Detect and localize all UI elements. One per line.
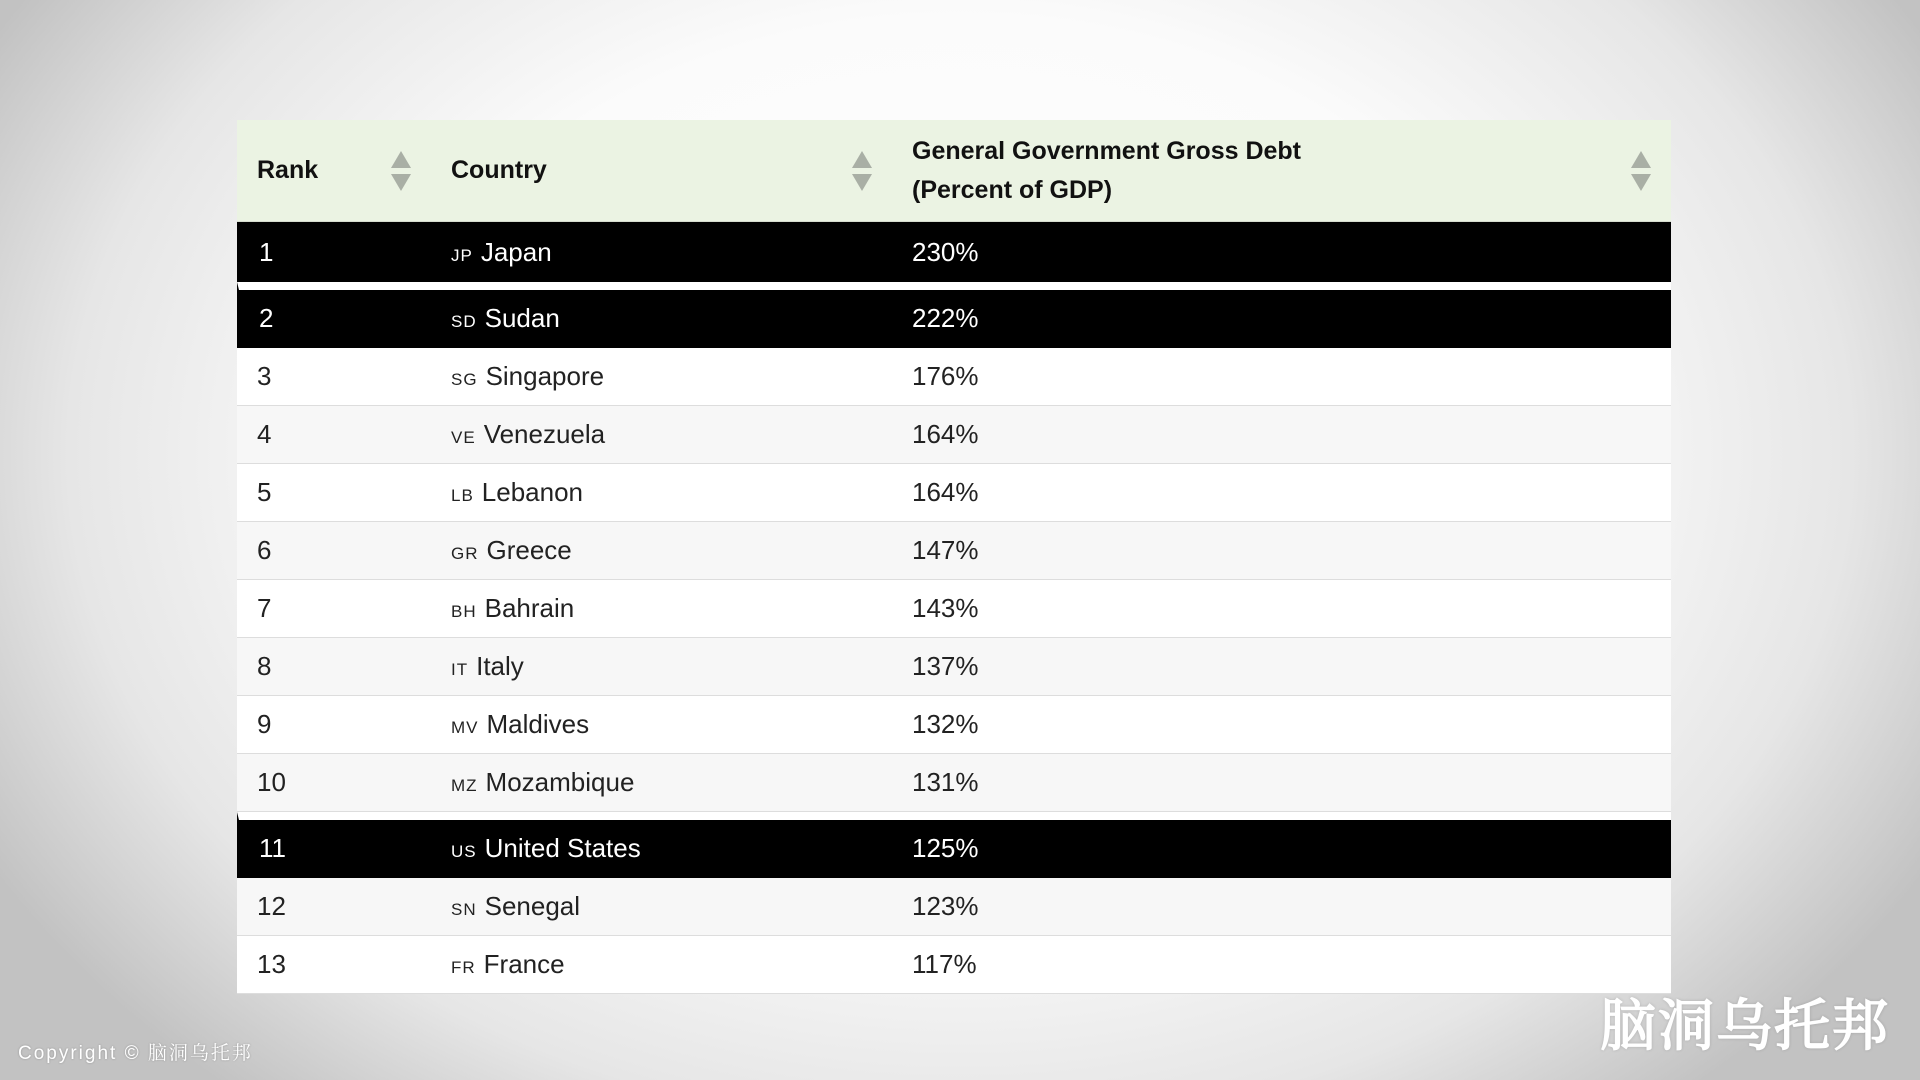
debt-value-cell: 176%	[892, 348, 1671, 406]
debt-header-label-line2: (Percent of GDP)	[912, 175, 1113, 204]
country-code-flag-icon: VE	[451, 428, 476, 447]
table-row	[237, 754, 1671, 812]
country-name: Venezuela	[483, 419, 606, 449]
column-header-rank[interactable]	[237, 120, 431, 222]
country-name: United States	[484, 833, 641, 863]
table-row	[237, 222, 1671, 282]
rank-cell: 4	[237, 406, 431, 464]
watermark-logo-text: 脑洞乌托邦	[1600, 994, 1890, 1057]
rank-cell: 6	[237, 522, 431, 580]
country-code-flag-icon: SN	[451, 900, 477, 919]
country-code-flag-icon: LB	[451, 486, 474, 505]
country-name: Sudan	[484, 303, 560, 333]
country-name: Lebanon	[481, 477, 584, 507]
country-cell	[431, 222, 892, 282]
country-name: France	[483, 949, 565, 979]
rank-cell: 5	[237, 464, 431, 522]
table-body	[237, 222, 1671, 994]
country-name: Greece	[486, 535, 572, 565]
debt-ranking-table-container	[237, 120, 1671, 994]
country-code-flag-icon: MZ	[451, 776, 478, 795]
country-name: Italy	[476, 651, 524, 681]
table-row	[237, 696, 1671, 754]
country-cell	[431, 406, 892, 464]
country-code-flag-icon: JP	[451, 246, 473, 265]
country-cell	[431, 878, 892, 936]
sort-arrows-icon[interactable]	[391, 151, 411, 191]
table-row	[237, 522, 1671, 580]
country-name: Singapore	[485, 361, 605, 391]
country-name: Bahrain	[484, 593, 575, 623]
table-row	[237, 936, 1671, 994]
debt-value-cell: 143%	[892, 580, 1671, 638]
country-code-flag-icon: FR	[451, 958, 476, 977]
table-header	[237, 120, 1671, 222]
rank-cell: 7	[237, 580, 431, 638]
rank-cell: 2	[237, 282, 431, 348]
debt-value-cell: 125%	[892, 812, 1671, 878]
country-cell	[431, 638, 892, 696]
country-name: Mozambique	[485, 767, 635, 797]
rank-cell: 12	[237, 878, 431, 936]
column-header-debt[interactable]	[892, 120, 1671, 222]
country-cell	[431, 282, 892, 348]
country-code-flag-icon: US	[451, 842, 477, 861]
country-code-flag-icon: SD	[451, 312, 477, 331]
debt-ranking-table	[237, 120, 1671, 994]
header-row	[237, 120, 1671, 222]
debt-value-cell: 230%	[892, 222, 1671, 282]
country-code-flag-icon: SG	[451, 370, 478, 389]
country-name: Maldives	[486, 709, 590, 739]
country-cell	[431, 580, 892, 638]
rank-cell: 1	[237, 222, 431, 282]
rank-cell: 3	[237, 348, 431, 406]
table-row	[237, 812, 1671, 878]
rank-cell: 11	[237, 812, 431, 878]
rank-cell: 10	[237, 754, 431, 812]
debt-value-cell: 147%	[892, 522, 1671, 580]
country-code-flag-icon: BH	[451, 602, 477, 621]
country-name: Japan	[480, 237, 552, 267]
country-cell	[431, 348, 892, 406]
table-row	[237, 406, 1671, 464]
debt-value-cell: 117%	[892, 936, 1671, 994]
country-code-flag-icon: IT	[451, 660, 469, 679]
rank-header-label: Rank	[257, 156, 319, 184]
table-row	[237, 348, 1671, 406]
table-row	[237, 464, 1671, 522]
country-header-label: Country	[451, 156, 547, 184]
debt-value-cell: 132%	[892, 696, 1671, 754]
country-cell	[431, 522, 892, 580]
rank-cell: 13	[237, 936, 431, 994]
country-name: Senegal	[484, 891, 581, 921]
rank-cell: 9	[237, 696, 431, 754]
table-row	[237, 878, 1671, 936]
sort-arrows-icon[interactable]	[1631, 151, 1651, 191]
debt-value-cell: 137%	[892, 638, 1671, 696]
table-row	[237, 580, 1671, 638]
sort-arrows-icon[interactable]	[852, 151, 872, 191]
country-cell	[431, 812, 892, 878]
country-code-flag-icon: GR	[451, 544, 479, 563]
country-code-flag-icon: MV	[451, 718, 479, 737]
debt-value-cell: 164%	[892, 464, 1671, 522]
table-row	[237, 282, 1671, 348]
debt-value-cell: 222%	[892, 282, 1671, 348]
country-cell	[431, 936, 892, 994]
rank-cell: 8	[237, 638, 431, 696]
column-header-country[interactable]	[431, 120, 892, 222]
debt-value-cell: 164%	[892, 406, 1671, 464]
debt-value-cell: 131%	[892, 754, 1671, 812]
debt-header-label-line1: General Government Gross Debt	[912, 136, 1302, 165]
country-cell	[431, 696, 892, 754]
country-cell	[431, 754, 892, 812]
debt-value-cell: 123%	[892, 878, 1671, 936]
copyright-notice: Copyright © 脑洞乌托邦	[18, 1043, 253, 1064]
country-cell	[431, 464, 892, 522]
table-row	[237, 638, 1671, 696]
